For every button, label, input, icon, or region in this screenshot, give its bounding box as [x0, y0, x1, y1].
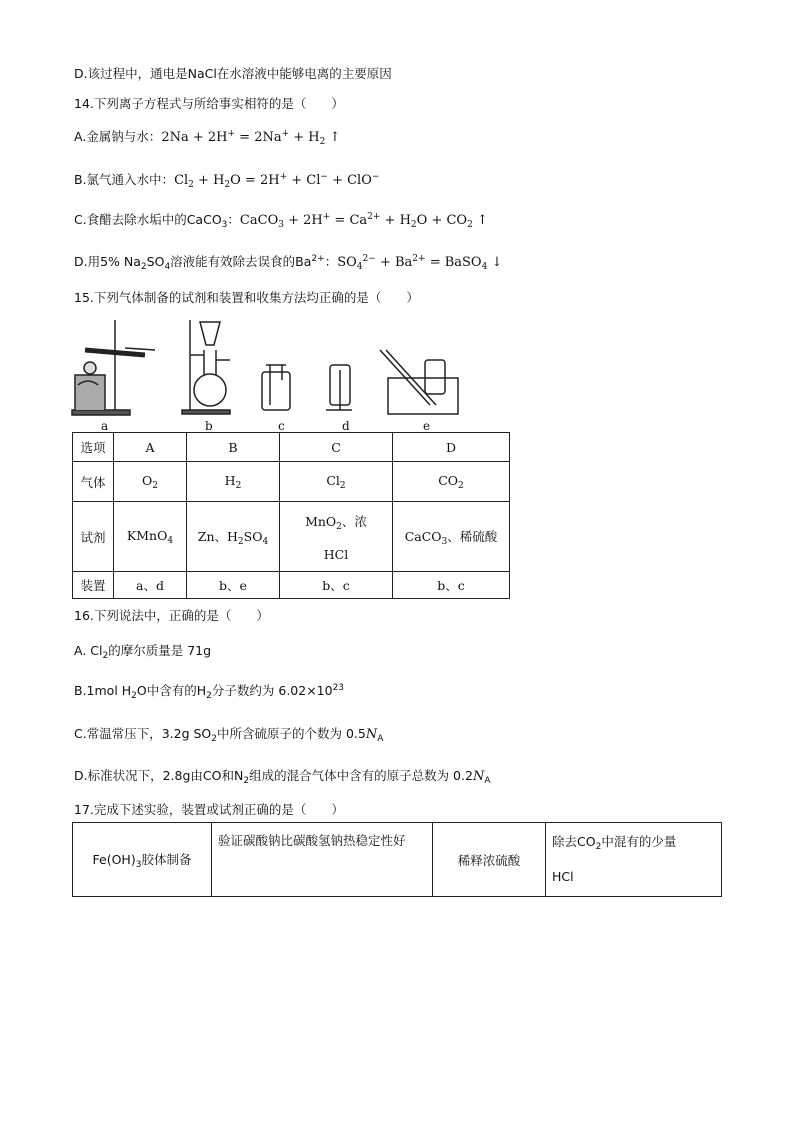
q16-option-b: B.1mol $H_2O$中含有的$H_2$分子数约为 $6.02\times 10^{23}$ — [74, 683, 345, 701]
apparatus-label-b: b — [205, 419, 213, 433]
q16-stem: 16.下列说法中，正确的是（ ） — [74, 608, 269, 623]
table-row: 气体 $O_2$ $H_2$ $Cl_2$ $CO_2$ — [73, 462, 510, 502]
q16-option-c: C.常温常压下，3.2g $SO_2$中所含硫原子的个数为 $0.5N_A$ — [74, 726, 384, 744]
table-row: 装置 a、d b、e b、c b、c — [73, 572, 510, 599]
apparatus-label-c: c — [278, 419, 285, 433]
apparatus-figure — [70, 310, 470, 430]
table-row: 选项 A B C D — [73, 433, 510, 462]
q15-table — [72, 432, 510, 599]
table-row: 试剂 KMnO$_4$ Zn、$H_2SO_4$ MnO$_2$、浓 HCl CaCO$_3$、稀硫酸 — [73, 502, 510, 572]
apparatus-label-e: e — [423, 419, 431, 433]
q14-option-d: D.用5% $Na_2SO_4$溶液能有效除去误食的$Ba^{2+}$：$SO_4^{2-} + Ba^{2+}$ = BaSO$_4$ ↓ — [74, 254, 503, 272]
q16-option-d: D.标准状况下，2.8g由CO和$N_2$组成的混合气体中含有的原子总数为 $0.2N_A$ — [74, 768, 491, 786]
table-row: $Fe(OH)_3$胶体制备 验证碳酸钠比碳酸氢钠热稳定性好 稀释浓硫酸 除去$CO_2$中混有的少量 HCl — [73, 823, 722, 897]
q16-option-a: A. $Cl_2$的摩尔质量是 71g — [74, 643, 212, 661]
q14-option-a: A.金属钠与水：$2Na + 2H^+ = 2Na^+ + H_2$ ↑ — [74, 129, 341, 147]
q14-stem: 14.下列离子方程式与所给事实相符的是（ ） — [74, 96, 344, 111]
q15-stem: 15.下列气体制备的试剂和装置和收集方法均正确的是（ ） — [74, 290, 419, 305]
q17-table — [72, 822, 722, 897]
q13-option-d: D.该过程中，通电是NaCl在水溶液中能够电离的主要原因 — [74, 66, 392, 81]
apparatus-label-d: d — [342, 419, 350, 433]
q14-option-b: B.氯气通入水中：$Cl_2 + H_2O = 2H^+ + Cl^- + ClO^-$ — [74, 172, 380, 190]
apparatus-label-a: a — [101, 419, 109, 433]
q14-option-c: C.食醋去除水垢中的CaCO$_3$：CaCO$_3$ + $2H^+ = Ca^{2+} + H_2O + CO_2$ ↑ — [74, 212, 488, 230]
q17-stem: 17.完成下述实验，装置或试剂正确的是（ ） — [74, 802, 344, 817]
